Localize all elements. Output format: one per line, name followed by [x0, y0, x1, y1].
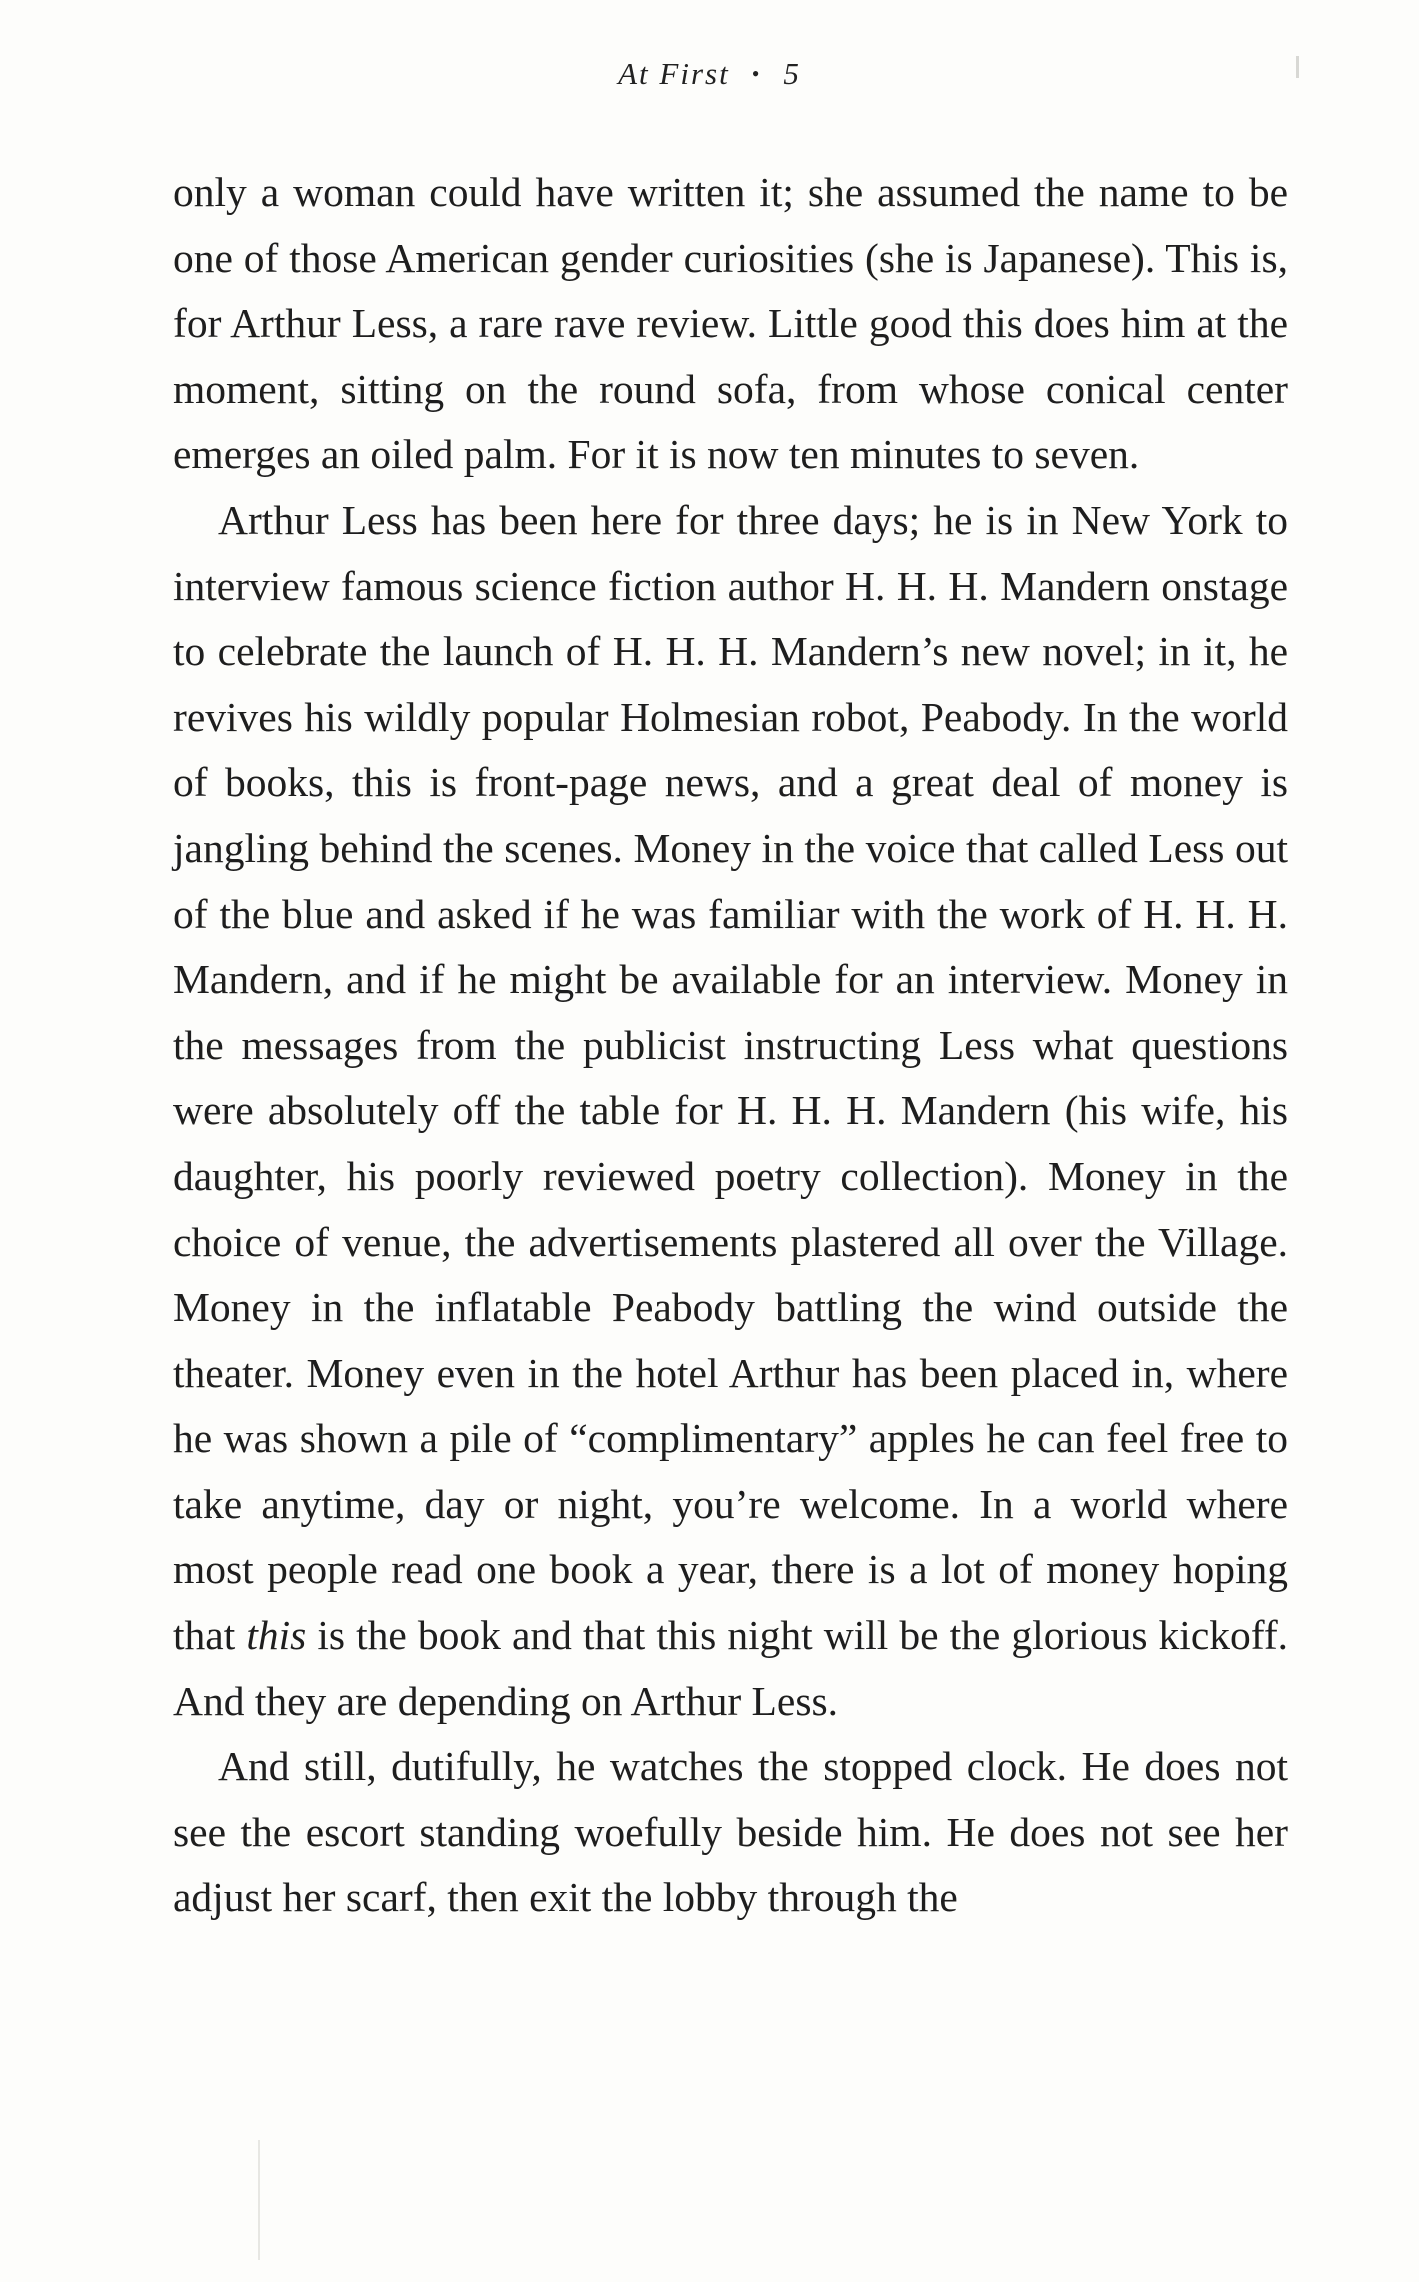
paragraph-3: And still, dutifully, he watches the stopped clock. He does not see the escort standing woefully beside him. He does not see her adjust her scarf, then exit the lobby through the: [173, 1743, 1288, 1921]
header-separator: •: [751, 61, 762, 86]
page-number: 5: [783, 56, 801, 91]
scan-speck: [258, 2140, 260, 2260]
page-body: [173, 160, 1288, 1931]
paragraph-2-text: Arthur Less has been here for three days; he is in New York to interview famous science fiction author H. H. H. Mandern onstage to celebrate the launch of H. H. H. Mandern’s new novel; in it, he revives his wildly popular Holmesian robot, Peabody. In the world of books, this is front-page news, and a great deal of money is jangling behind the scenes. Money in the voice that called Less out of the blue and asked if he was familiar with the work of H. H. H. Mandern, and if he might be available for an interview. Money in the messages from the publicist instructing Less what questions were absolutely off the table for H. H. H. Mandern (his wife, his daughter, his poorly reviewed poetry collection). Money in the choice of venue, the advertisements plastered all over the Village. Money in the inflatable Peabody battling the wind outside the theater. Money even in the hotel Arthur has been placed in, where he was shown a pile of “complimentary” apples he can feel free to take anytime, day or night, you’re welcome. In a world where most people read one book a year, there is a lot of money hoping that: [173, 496, 1288, 1659]
scan-speck: [1296, 56, 1299, 78]
paragraph-2: [173, 488, 1288, 1734]
chapter-title: At First: [618, 56, 730, 91]
paragraph-2-end: is the book and that this night will be the glorious kickoff. And they are depending on Arthur Less.: [173, 1612, 1289, 1724]
paragraph-1: only a woman could have written it; she assumed the name to be one of those American gender curiosities (she is Japanese). This is, for Arthur Less, a rare rave review. Little good this does him at the moment, sitting on the round sofa, from whose conical center emerges an oiled palm. For it is now ten minutes to seven.: [173, 169, 1288, 478]
emphasis-this: this: [246, 1612, 307, 1659]
running-head: [0, 56, 1419, 92]
